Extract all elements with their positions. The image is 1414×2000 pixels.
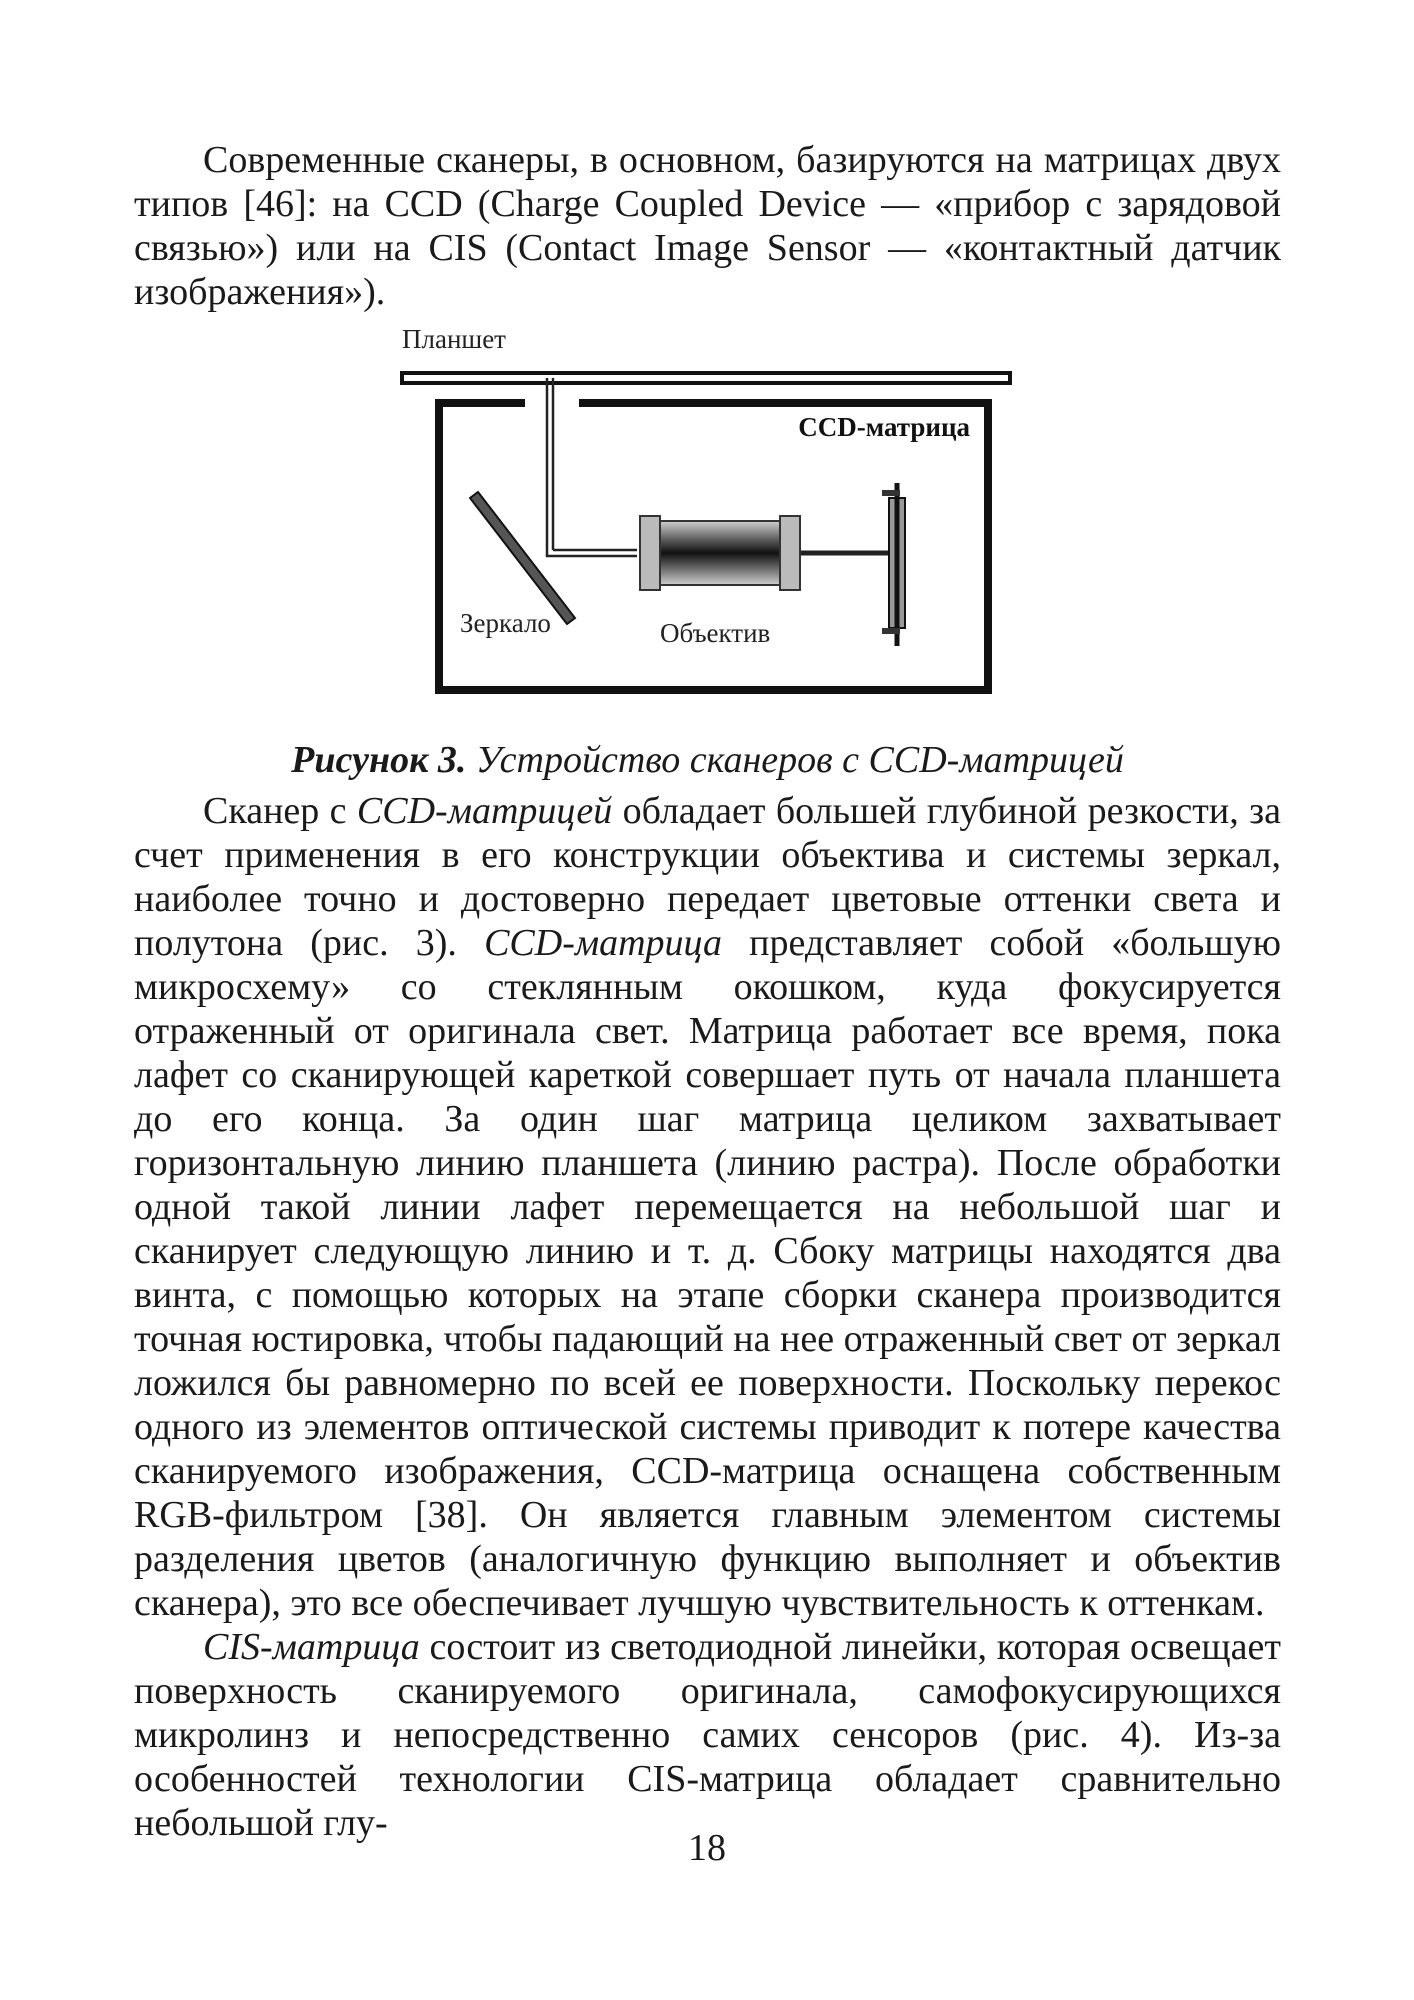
term-ccd: CCD-матрицей (356, 790, 613, 832)
body-text (134, 789, 1281, 1845)
para2-start: Сканер с (203, 790, 357, 832)
label-mirror: Зеркало (460, 608, 551, 638)
page-number: 18 (688, 1827, 726, 1869)
caption-text: Устройство сканеров с CCD-матрицей (466, 739, 1124, 781)
para2-mid: обладает большей глубиной резкости, за счет применения в его конструкции объектива и системы зеркал, наиболее точно и достоверно передает цветовые оттенки света и полутона (рис. 3). (134, 790, 1281, 964)
lens (640, 521, 800, 585)
label-tablet: Планшет (402, 324, 506, 354)
label-lens: Объектив (660, 618, 771, 648)
figure-ccd-scanner (385, 318, 1030, 713)
tablet-glass (402, 373, 1010, 383)
term-cis: CIS-матрица (203, 1626, 420, 1668)
para3-rest: состоит из светодиодной линейки, которая освещает поверхность сканируемого оригинала, самофокусирующихся микролинз и непосредственно самих сенсоров (рис. 4). Из-за особенностей технологии CIS-матрица обладает сравнительно небольшой глу- (134, 1626, 1281, 1844)
intro-paragraph: Современные сканеры, в основном, базируются на матрицах двух типов [46]: на CCD (Charge Coupled Device — «прибор с зарядовой связью») или на CIS (Contact Image Sensor — «контактный датчик изображения»). (134, 139, 1281, 313)
caption-label: Рисунок 3. (291, 739, 467, 781)
paragraph-ccd (134, 789, 1281, 1625)
paragraph-cis (134, 1625, 1281, 1845)
para2-rest: представляет собой «большую микросхему» со стеклянным окошком, куда фокусируется отраженный от оригинала свет. Матрица работает все время, пока лафет со сканирующей кареткой совершает путь от начала планшета до его конца. За один шаг матрица целиком захватывает горизонтальную линию планшета (линию растра). После обработки одной такой линии лафет перемещается на небольшой шаг и сканирует следующую линию и т. д. Сбоку матрицы находятся два винта, с помощью которых на этапе сборки сканера производится точная юстировка, чтобы падающий на нее отраженный свет от зеркал ложился бы равномерно по всей ее поверхности. Поскольку перекос одного из элементов оптической системы приводит к потере качества сканируемого изображения, CCD-матрица оснащена собственным RGB-фильтром [38]. Он является главным элементом системы разделения цветов (аналогичную функцию выполняет и объектив сканера), это все обеспечивает лучшую чувствительность к оттенкам. (134, 922, 1281, 1624)
label-ccd: CCD-матрица (798, 412, 970, 442)
figure-caption (134, 738, 1281, 782)
intro-block (134, 138, 1281, 314)
term-ccd-2: CCD-матрица (484, 922, 723, 964)
mirror (470, 492, 575, 624)
ccd-scanner-diagram (385, 318, 1030, 713)
